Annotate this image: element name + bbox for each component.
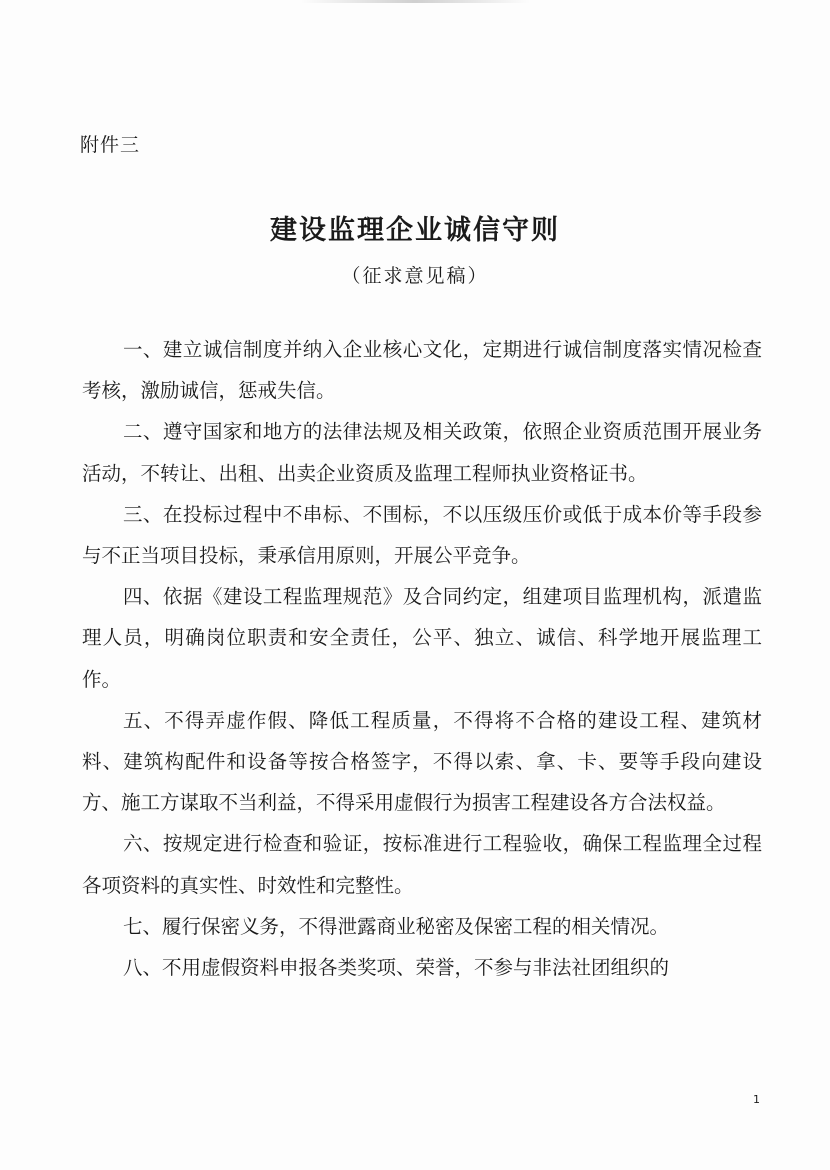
paragraph-1: 一、建立诚信制度并纳入企业核心文化，定期进行诚信制度落实情况检查考核，激励诚信，惩戒失信。 xyxy=(82,338,762,403)
page-number: 1 xyxy=(753,1093,760,1106)
document-subtitle: （征求意见稿） xyxy=(341,265,489,287)
paragraph-8: 八、不用虚假资料申报各类奖项、荣誉，不参与非法社团组织的 xyxy=(122,956,669,980)
attachment-label: 附件三 xyxy=(80,134,141,156)
paragraph-7: 七、履行保密义务，不得泄露商业秘密及保密工程的相关情况。 xyxy=(122,914,669,938)
paragraph-3: 三、在投标过程中不串标、不围标，不以压级压价或低于成本价等手段参与不正当项目投标，秉承信用原则，开展公平竞争。 xyxy=(82,502,762,568)
paragraph-5: 五、不得弄虚作假、降低工程质量，不得将不合格的建设工程、建筑材料、建筑构配件和设备等按合格签字，不得以索、拿、卡、要等手段向建设方、施工方谋取不当利益，不得采用虚假行为损害工程建设各方合法权益。 xyxy=(82,708,762,815)
paragraph-6: 六、按规定进行检查和验证，按标准进行工程验收，确保工程监理全过程各项资料的真实性、时效性和完整性。 xyxy=(82,832,762,897)
document-body xyxy=(82,329,762,988)
paragraph-2: 二、遵守国家和地方的法律法规及相关政策，依照企业资质范围开展业务活动，不转让、出租、出卖企业资质及监理工程师执业资格证书。 xyxy=(82,420,762,485)
paragraph-4: 四、依据《建设工程监理规范》及合同约定，组建项目监理机构，派遣监理人员，明确岗位职责和安全责任，公平、独立、诚信、科学地开展监理工作。 xyxy=(82,585,762,691)
document-title: 建设监理企业诚信守则 xyxy=(270,215,560,246)
scan-artifact xyxy=(300,0,530,3)
